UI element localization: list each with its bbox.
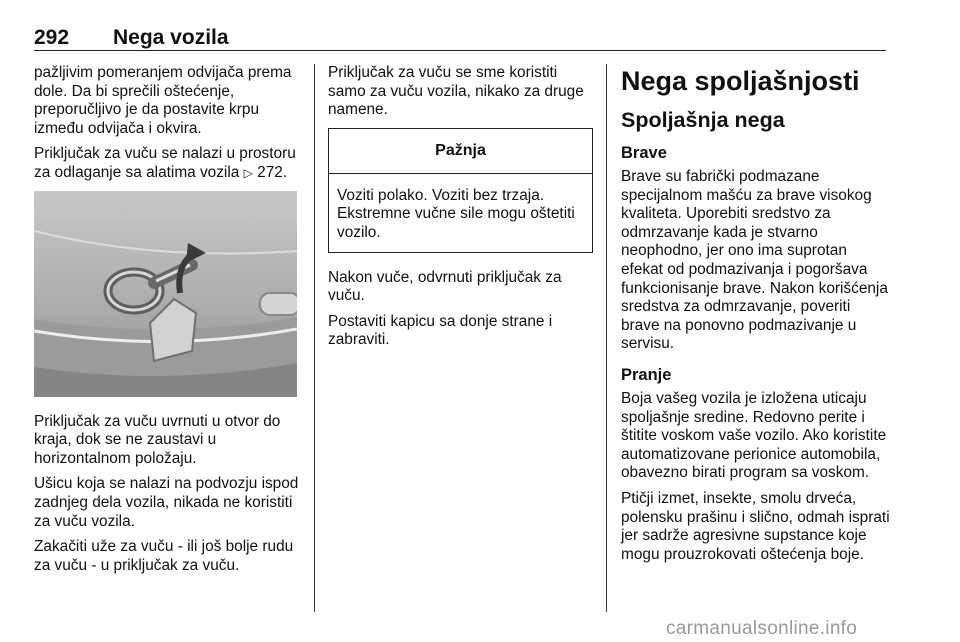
section-title: Nega vozila bbox=[113, 26, 229, 49]
paragraph-attach-rope: Zakačiti uže za vuču - ili još bolje rudu za vuču - u priključak za vuču. bbox=[34, 538, 294, 574]
column-divider bbox=[606, 64, 607, 612]
warning-body: Voziti polako. Voziti bez trzaja. Ekstremne vučne sile mogu oštetiti vozilo. bbox=[337, 186, 575, 241]
page-reference[interactable]: 272. bbox=[257, 163, 288, 181]
paragraph-tow-use: Priključak za vuču se sme koristiti samo za vuču vozila, nikako za druge namene. bbox=[328, 64, 584, 119]
paragraph-unscrew: Nakon vuče, odvrnuti priključak za vuču. bbox=[328, 268, 562, 305]
triangle-right-icon: ▷ bbox=[243, 165, 253, 180]
paragraph-underbody-eye: Ušicu koja se nalazi na podvozju ispod zadnjeg dela vozila, nikada ne koristiti za vuču vozila. bbox=[34, 475, 299, 530]
paragraph-tow-eye-location bbox=[34, 145, 304, 182]
page-number: 292 bbox=[34, 26, 70, 49]
tow-eye-location-text: Priključak za vuču se nalazi u prostoru za odlaganje sa alatima vozila bbox=[34, 145, 296, 181]
column-left bbox=[34, 64, 304, 582]
column-divider bbox=[314, 64, 315, 612]
paragraph-bird-droppings: Ptičji izmet, insekte, smolu drveća, polensku prašinu i slično, odmah isprati jer sadrže agresivne supstance koje mogu prouzrokovati oštećenja boje. bbox=[621, 489, 890, 563]
warning-title: Pažnja bbox=[329, 129, 592, 174]
column-middle bbox=[328, 64, 596, 357]
paragraph-washing: Boja vašeg vozila je izložena uticaju spoljašnje sredine. Redovno perite i štitite voskom vaše vozilo. Ako koristite automatizovane perionice automobila, obavezno birati program sa voskom. bbox=[621, 389, 887, 482]
paragraph-cover: Postaviti kapicu sa donje strane i zabraviti. bbox=[328, 312, 553, 349]
paragraph-screwdriver: pažljivim pomeranjem odvijača prema dole. Da bi sprečili oštećenje, preporučljivo je da postavite krpu između odvijača i okvira. bbox=[34, 64, 292, 137]
heading-washing: Pranje bbox=[621, 365, 672, 384]
heading-exterior-care: Nega spoljašnjosti bbox=[621, 66, 860, 96]
header-divider bbox=[34, 50, 886, 51]
column-right bbox=[621, 64, 891, 571]
paragraph-screw-in: Priključak za vuču uvrnuti u otvor do kraja, dok se ne zaustavi u horizontalnom položaju. bbox=[34, 412, 281, 467]
heading-exterior-maintenance: Spoljašnja nega bbox=[621, 108, 785, 132]
paragraph-locks: Brave su fabrički podmazane specijalnom mašću za brave visokog kvaliteta. Uporebiti sredstvo za odmrzavanje kada je stvarno neophodno, jer ono ima suprotan efekat od podmazivanja i pogoršava funkcionisanje brave. Nakon korišćenja sredstva za odmrzavanje, poveriti brave na ponovno podmazivanje u servisu. bbox=[621, 168, 888, 353]
warning-box bbox=[328, 128, 593, 253]
tow-eye-illustration bbox=[34, 191, 297, 397]
heading-locks: Brave bbox=[621, 144, 667, 162]
watermark: carmanualsonline.info bbox=[666, 618, 858, 639]
